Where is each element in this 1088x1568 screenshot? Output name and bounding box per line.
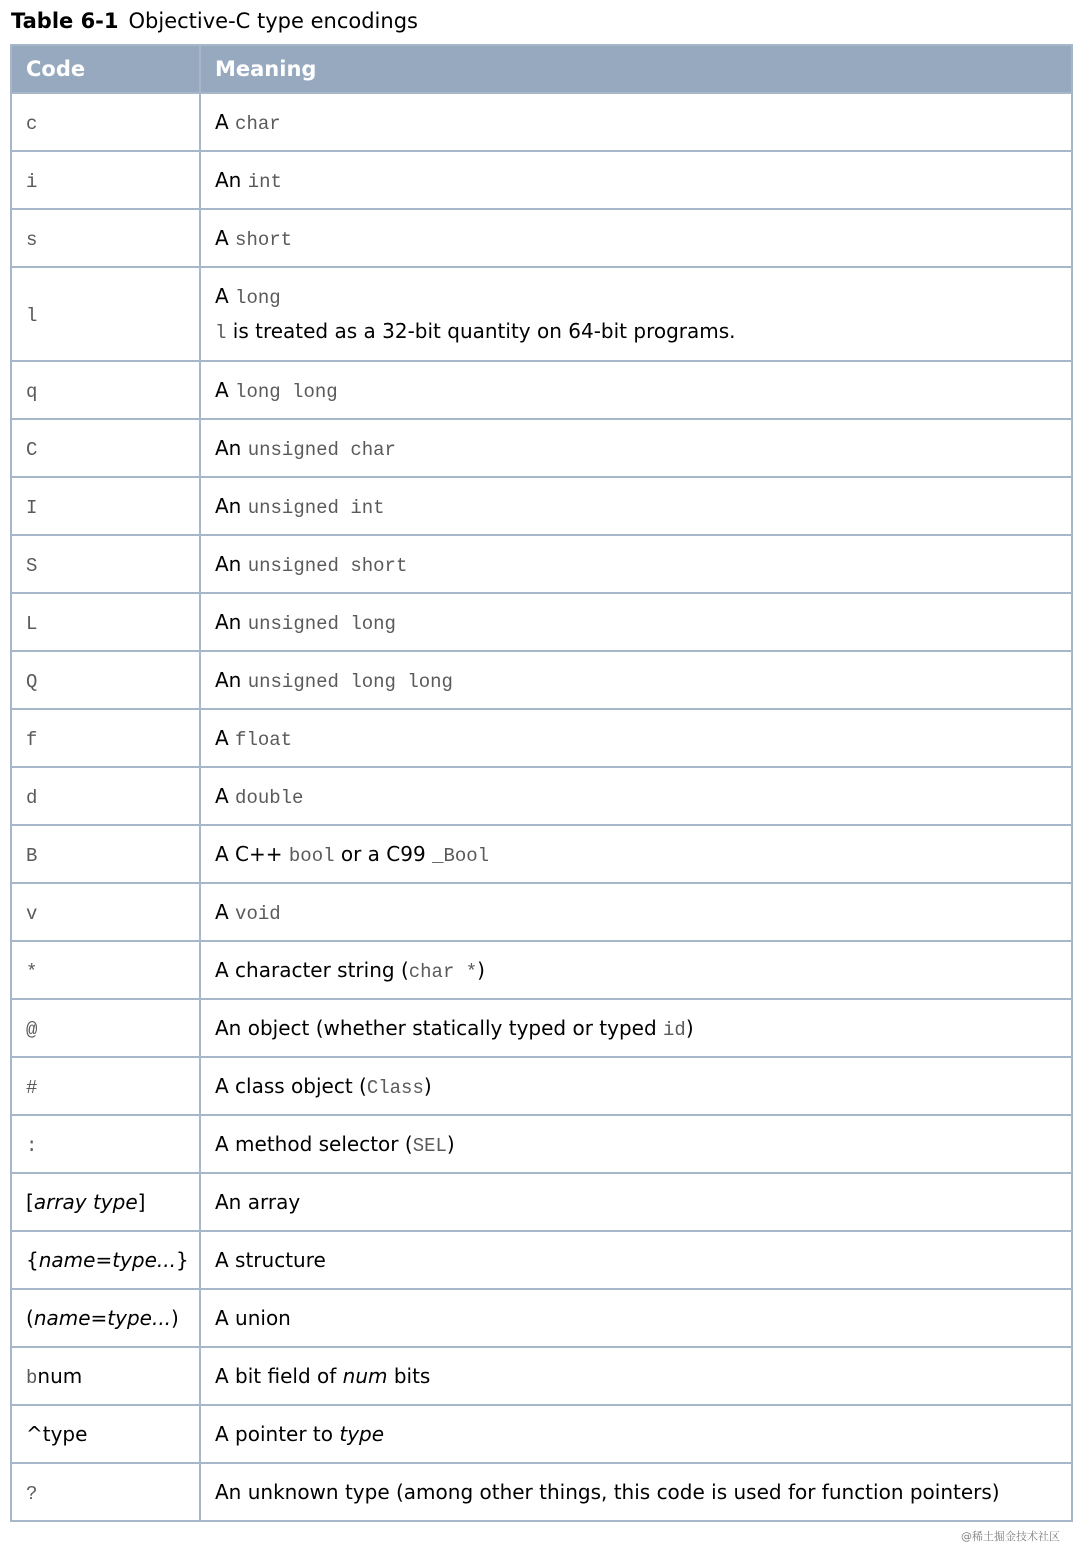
meaning-cell xyxy=(200,419,1072,477)
meaning-cell xyxy=(200,999,1072,1057)
code-literal: SEL xyxy=(412,1134,447,1157)
code-literal: * xyxy=(26,960,38,983)
code-cell xyxy=(11,651,200,709)
meaning-line xyxy=(215,436,1057,461)
text: A xyxy=(215,899,236,924)
watermark: @稀土掘金技术社区 xyxy=(961,1530,1060,1543)
text: A xyxy=(215,109,236,134)
code-cell xyxy=(11,941,200,999)
meaning-line xyxy=(215,110,1057,135)
code-cell xyxy=(11,825,200,883)
code-cell xyxy=(11,93,200,151)
meaning-cell xyxy=(200,1173,1072,1231)
table-title: Objective-C type encodings xyxy=(128,9,418,33)
meaning-cell xyxy=(200,1347,1072,1405)
text: ] xyxy=(137,1190,146,1214)
meaning-cell xyxy=(200,1463,1072,1521)
text: A bit field of xyxy=(215,1364,343,1388)
italic-text: name=type... xyxy=(33,1306,172,1330)
table-row xyxy=(11,825,1072,883)
meaning-cell xyxy=(200,535,1072,593)
table-row xyxy=(11,535,1072,593)
meaning-line xyxy=(215,668,1057,693)
meaning-line xyxy=(215,900,1057,925)
code-literal: c xyxy=(26,112,38,135)
code-literal: bool xyxy=(288,844,335,867)
text: A class object ( xyxy=(215,1073,367,1098)
code-cell xyxy=(11,999,200,1057)
table-row xyxy=(11,361,1072,419)
text: is treated as a 32-bit quantity on 64-bit programs. xyxy=(226,319,736,343)
meaning-cell xyxy=(200,361,1072,419)
text: num xyxy=(37,1363,83,1388)
table-row xyxy=(11,941,1072,999)
code-literal: char xyxy=(235,112,281,135)
code-literal: b xyxy=(26,1366,38,1389)
code-literal: unsigned int xyxy=(247,496,385,519)
table-row xyxy=(11,1405,1072,1463)
italic-text: name=type... xyxy=(38,1248,176,1272)
code-cell xyxy=(11,1405,200,1463)
code-literal: double xyxy=(235,786,304,809)
text: A union xyxy=(215,1306,291,1330)
text: An array xyxy=(215,1190,301,1214)
text: ) xyxy=(423,1073,432,1098)
meaning-cell xyxy=(200,883,1072,941)
code-literal: d xyxy=(26,786,38,809)
table-row xyxy=(11,1347,1072,1405)
code-literal: ? xyxy=(26,1482,38,1505)
table-row xyxy=(11,419,1072,477)
table-row xyxy=(11,1173,1072,1231)
code-cell xyxy=(11,593,200,651)
code-literal: f xyxy=(26,728,38,751)
code-literal: unsigned char xyxy=(247,438,396,461)
text: } xyxy=(175,1248,189,1272)
table-row xyxy=(11,267,1072,361)
text: [ xyxy=(26,1190,34,1214)
meaning-line xyxy=(215,1016,1057,1041)
meaning-line xyxy=(215,784,1057,809)
meaning-line xyxy=(215,1248,1057,1272)
meaning-line xyxy=(215,494,1057,519)
text: A character string ( xyxy=(215,957,409,982)
table-row xyxy=(11,209,1072,267)
text: An xyxy=(215,609,248,634)
text: An xyxy=(215,435,248,460)
text: An object (whether statically typed or typed xyxy=(215,1015,663,1040)
meaning-line xyxy=(215,552,1057,577)
meaning-line xyxy=(215,1306,1057,1330)
meaning-line xyxy=(215,1190,1057,1214)
text: An xyxy=(215,493,248,518)
meaning-cell xyxy=(200,209,1072,267)
code-literal: float xyxy=(235,728,293,751)
meaning-cell xyxy=(200,1231,1072,1289)
text: A xyxy=(215,725,236,750)
table-row xyxy=(11,477,1072,535)
meaning-cell xyxy=(200,151,1072,209)
text: A xyxy=(215,225,236,250)
column-header-meaning: Meaning xyxy=(200,45,1072,93)
text: ) xyxy=(685,1015,694,1040)
text: A xyxy=(215,783,236,808)
code-literal: q xyxy=(26,380,38,403)
text: A C++ xyxy=(215,841,289,866)
table-row xyxy=(11,651,1072,709)
code-cell xyxy=(11,709,200,767)
code-literal: unsigned long xyxy=(247,612,396,635)
table-row xyxy=(11,1057,1072,1115)
table-row xyxy=(11,1231,1072,1289)
code-cell xyxy=(11,209,200,267)
table-row xyxy=(11,1463,1072,1521)
table-row xyxy=(11,883,1072,941)
table-row xyxy=(11,151,1072,209)
table-row xyxy=(11,767,1072,825)
meaning-cell xyxy=(200,593,1072,651)
text: An xyxy=(215,551,248,576)
code-literal: @ xyxy=(26,1018,38,1041)
table-row xyxy=(11,593,1072,651)
code-literal: i xyxy=(26,170,38,193)
table-row xyxy=(11,709,1072,767)
text: A xyxy=(215,284,236,308)
code-literal: L xyxy=(26,612,38,635)
text: An xyxy=(215,167,248,192)
code-literal: v xyxy=(26,902,38,925)
code-literal: : xyxy=(26,1134,38,1157)
text: { xyxy=(26,1248,39,1272)
code-cell xyxy=(11,419,200,477)
meaning-line xyxy=(215,958,1057,983)
table-row xyxy=(11,999,1072,1057)
text: An xyxy=(215,667,248,692)
table-number: Table 6-1 xyxy=(11,9,119,33)
code-cell xyxy=(11,767,200,825)
text: ) xyxy=(171,1306,179,1330)
code-literal: # xyxy=(26,1076,38,1099)
meaning-line xyxy=(215,610,1057,635)
code-literal: I xyxy=(26,496,38,519)
code-literal: unsigned short xyxy=(247,554,408,577)
italic-text: array type xyxy=(33,1190,138,1214)
text: A xyxy=(215,377,236,402)
code-literal: s xyxy=(26,228,38,251)
meaning-cell xyxy=(200,651,1072,709)
meaning-line xyxy=(215,842,1057,867)
text: ) xyxy=(477,957,485,982)
code-cell xyxy=(11,1289,200,1347)
text: ( xyxy=(26,1306,34,1330)
meaning-cell xyxy=(200,1057,1072,1115)
code-literal: int xyxy=(247,170,282,193)
meaning-line xyxy=(215,1422,1057,1446)
text: or a C99 xyxy=(334,841,433,866)
code-cell xyxy=(11,1347,200,1405)
code-literal: S xyxy=(26,554,38,577)
code-cell xyxy=(11,361,200,419)
code-literal: short xyxy=(235,228,293,251)
meaning-line xyxy=(215,378,1057,403)
code-literal: unsigned long long xyxy=(247,670,453,693)
code-literal: id xyxy=(663,1018,686,1041)
meaning-cell xyxy=(200,1289,1072,1347)
code-literal: long long xyxy=(235,380,338,403)
column-header-code: Code xyxy=(11,45,200,93)
table-row xyxy=(11,1115,1072,1173)
table-header-row xyxy=(11,45,1072,93)
table-row xyxy=(11,93,1072,151)
code-literal: l xyxy=(26,304,38,327)
meaning-cell xyxy=(200,267,1072,361)
meaning-cell xyxy=(200,767,1072,825)
meaning-line xyxy=(215,726,1057,751)
meaning-cell xyxy=(200,709,1072,767)
meaning-cell xyxy=(200,477,1072,535)
code-cell xyxy=(11,1173,200,1231)
meaning-line xyxy=(215,1132,1057,1157)
meaning-cell xyxy=(200,941,1072,999)
code-cell xyxy=(11,883,200,941)
text: A method selector ( xyxy=(215,1131,413,1156)
meaning-cell xyxy=(200,825,1072,883)
code-literal: C xyxy=(26,438,38,461)
text: ^type xyxy=(26,1422,88,1446)
meaning-line xyxy=(215,1364,1057,1388)
code-literal: Class xyxy=(366,1076,424,1099)
text: ) xyxy=(446,1131,455,1156)
code-literal: char * xyxy=(408,960,478,983)
code-cell xyxy=(11,267,200,361)
text: A pointer to xyxy=(215,1422,340,1446)
table-caption xyxy=(11,7,418,35)
meaning-line xyxy=(215,1480,1057,1504)
type-encodings-table xyxy=(10,44,1073,1522)
code-cell xyxy=(11,477,200,535)
meaning-line xyxy=(215,284,1057,309)
meaning-cell xyxy=(200,1115,1072,1173)
meaning-line xyxy=(215,168,1057,193)
code-cell xyxy=(11,151,200,209)
meaning-line xyxy=(215,1074,1057,1099)
text: A structure xyxy=(215,1248,326,1272)
code-cell xyxy=(11,1463,200,1521)
meaning-line xyxy=(215,319,1057,344)
code-literal: l xyxy=(215,322,227,344)
code-literal: Q xyxy=(26,670,38,693)
text: bits xyxy=(387,1364,431,1388)
code-literal: _Bool xyxy=(432,844,490,867)
table-body xyxy=(11,93,1072,1521)
meaning-cell xyxy=(200,93,1072,151)
meaning-line xyxy=(215,226,1057,251)
code-cell xyxy=(11,535,200,593)
code-cell xyxy=(11,1057,200,1115)
italic-text: type xyxy=(339,1422,385,1446)
code-literal: B xyxy=(26,844,38,867)
italic-text: num xyxy=(342,1364,388,1388)
code-cell xyxy=(11,1115,200,1173)
code-cell xyxy=(11,1231,200,1289)
text: An unknown type (among other things, this code is used for function pointers) xyxy=(215,1480,1000,1504)
code-literal: long xyxy=(235,287,281,309)
table-row xyxy=(11,1289,1072,1347)
meaning-cell xyxy=(200,1405,1072,1463)
code-literal: void xyxy=(235,902,281,925)
